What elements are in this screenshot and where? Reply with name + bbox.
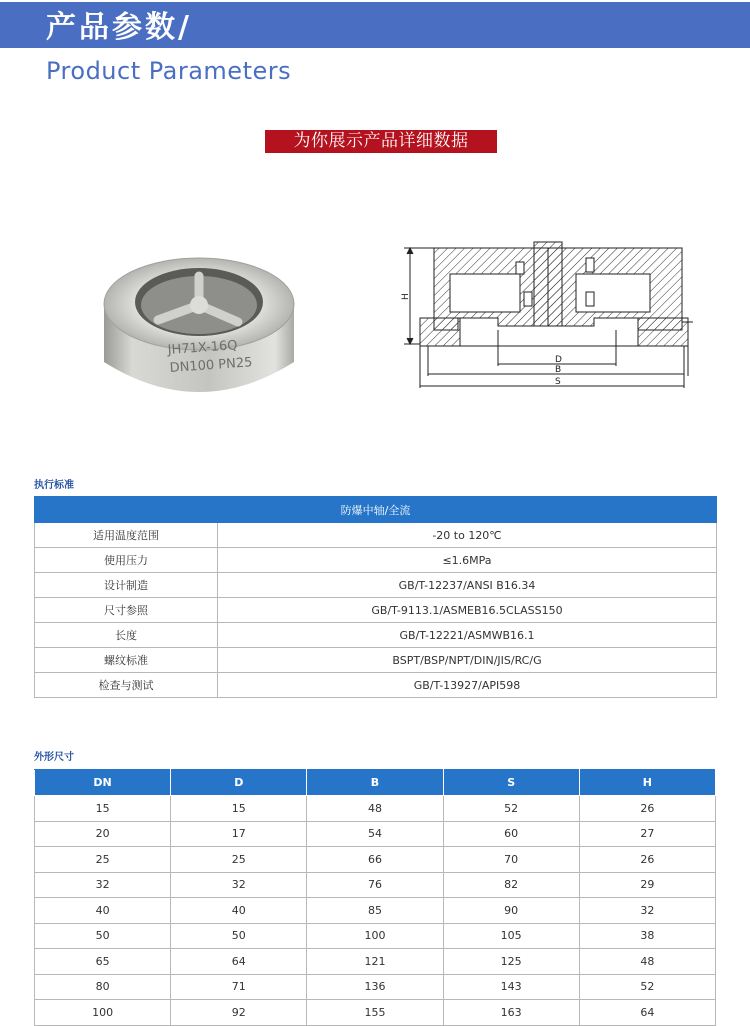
cell-h: 26 bbox=[579, 847, 715, 873]
cell-b: 155 bbox=[307, 1000, 443, 1026]
cell-d: 50 bbox=[171, 923, 307, 949]
cell-d: 64 bbox=[171, 949, 307, 975]
cell-dn: 65 bbox=[35, 949, 171, 975]
cell-d: 15 bbox=[171, 796, 307, 822]
cell-s: 143 bbox=[443, 974, 579, 1000]
table-row bbox=[35, 796, 716, 822]
header-bar bbox=[0, 2, 750, 48]
cell-s: 125 bbox=[443, 949, 579, 975]
col-header-dn: DN bbox=[35, 770, 171, 796]
dim-label-h: H bbox=[401, 293, 411, 300]
col-header-s: S bbox=[443, 770, 579, 796]
cell-d: 71 bbox=[171, 974, 307, 1000]
cell-h: 48 bbox=[579, 949, 715, 975]
cell-dn: 25 bbox=[35, 847, 171, 873]
cell-b: 76 bbox=[307, 872, 443, 898]
std-label: 螺纹标准 bbox=[35, 648, 218, 673]
std-label: 尺寸参照 bbox=[35, 598, 218, 623]
dim-label-d: D bbox=[555, 355, 562, 365]
cell-b: 54 bbox=[307, 821, 443, 847]
cell-b: 100 bbox=[307, 923, 443, 949]
table-row bbox=[35, 573, 717, 598]
std-label: 适用温度范围 bbox=[35, 523, 218, 548]
table-row bbox=[35, 623, 717, 648]
standards-header: 防爆中轴/全流 bbox=[35, 497, 717, 523]
section-drawing bbox=[398, 238, 693, 394]
dimensions-label: 外形尺寸 bbox=[34, 752, 74, 763]
cell-dn: 40 bbox=[35, 898, 171, 924]
cell-h: 52 bbox=[579, 974, 715, 1000]
table-row bbox=[35, 1000, 716, 1026]
std-value: BSPT/BSP/NPT/DIN/JIS/RC/G bbox=[218, 648, 717, 673]
table-row bbox=[35, 923, 716, 949]
cell-dn: 20 bbox=[35, 821, 171, 847]
cell-s: 52 bbox=[443, 796, 579, 822]
std-label: 设计制造 bbox=[35, 573, 218, 598]
cell-d: 25 bbox=[171, 847, 307, 873]
valve-engraving-2: DN100 PN25 bbox=[169, 355, 253, 376]
product-photo bbox=[98, 232, 300, 410]
cell-s: 70 bbox=[443, 847, 579, 873]
table-row bbox=[35, 974, 716, 1000]
table-row bbox=[35, 523, 717, 548]
cell-d: 40 bbox=[171, 898, 307, 924]
cell-dn: 50 bbox=[35, 923, 171, 949]
cell-s: 82 bbox=[443, 872, 579, 898]
cell-dn: 80 bbox=[35, 974, 171, 1000]
cell-b: 48 bbox=[307, 796, 443, 822]
standards-label: 执行标准 bbox=[34, 480, 74, 491]
col-header-d: D bbox=[171, 770, 307, 796]
cell-d: 32 bbox=[171, 872, 307, 898]
cell-dn: 32 bbox=[35, 872, 171, 898]
std-value: GB/T-12221/ASMWB16.1 bbox=[218, 623, 717, 648]
cell-b: 136 bbox=[307, 974, 443, 1000]
cell-s: 90 bbox=[443, 898, 579, 924]
cell-d: 17 bbox=[171, 821, 307, 847]
cell-h: 38 bbox=[579, 923, 715, 949]
col-header-b: B bbox=[307, 770, 443, 796]
detail-banner: 为你展示产品详细数据 bbox=[265, 130, 497, 153]
std-value: GB/T-9113.1/ASMEB16.5CLASS150 bbox=[218, 598, 717, 623]
cell-h: 64 bbox=[579, 1000, 715, 1026]
cell-h: 32 bbox=[579, 898, 715, 924]
col-header-h: H bbox=[579, 770, 715, 796]
dim-label-s: S bbox=[555, 377, 561, 387]
table-row bbox=[35, 821, 716, 847]
table-row bbox=[35, 898, 716, 924]
standards-table bbox=[34, 496, 717, 698]
cell-dn: 15 bbox=[35, 796, 171, 822]
page-title-cn: 产品参数/ bbox=[46, 10, 192, 45]
table-row bbox=[35, 548, 717, 573]
page-title-en: Product Parameters bbox=[46, 57, 292, 85]
cell-b: 66 bbox=[307, 847, 443, 873]
table-row bbox=[35, 673, 717, 698]
std-value: ≤1.6MPa bbox=[218, 548, 717, 573]
dimensions-table bbox=[34, 769, 716, 1026]
table-row bbox=[35, 598, 717, 623]
cell-dn: 100 bbox=[35, 1000, 171, 1026]
table-row bbox=[35, 648, 717, 673]
dimensions-header-row bbox=[35, 770, 716, 796]
cell-s: 60 bbox=[443, 821, 579, 847]
std-value: -20 to 120℃ bbox=[218, 523, 717, 548]
table-row bbox=[35, 847, 716, 873]
cell-b: 85 bbox=[307, 898, 443, 924]
std-value: GB/T-12237/ANSI B16.34 bbox=[218, 573, 717, 598]
cell-d: 92 bbox=[171, 1000, 307, 1026]
std-label: 检查与测试 bbox=[35, 673, 218, 698]
cell-s: 105 bbox=[443, 923, 579, 949]
dim-label-b: B bbox=[555, 365, 562, 375]
table-row bbox=[35, 872, 716, 898]
std-label: 长度 bbox=[35, 623, 218, 648]
std-label: 使用压力 bbox=[35, 548, 218, 573]
cell-h: 29 bbox=[579, 872, 715, 898]
cell-b: 121 bbox=[307, 949, 443, 975]
valve-engraving-1: JH71X-16Q bbox=[167, 338, 238, 358]
cell-h: 27 bbox=[579, 821, 715, 847]
cell-s: 163 bbox=[443, 1000, 579, 1026]
standards-header-row bbox=[35, 497, 717, 523]
cell-h: 26 bbox=[579, 796, 715, 822]
std-value: GB/T-13927/API598 bbox=[218, 673, 717, 698]
table-row bbox=[35, 949, 716, 975]
